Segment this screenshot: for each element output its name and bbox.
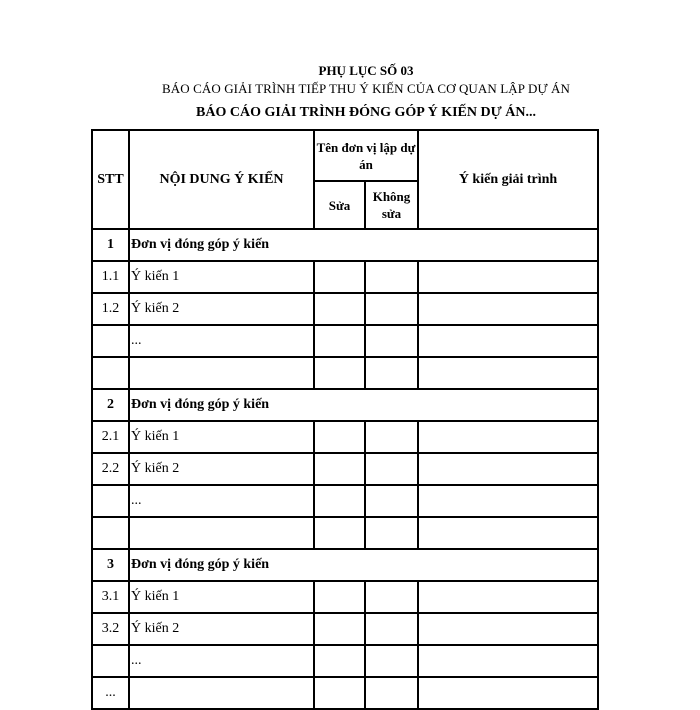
table-row	[92, 325, 598, 357]
table-row	[92, 261, 598, 293]
row-stt: 1	[92, 229, 129, 261]
row-stt: 3.1	[92, 581, 129, 613]
row-fix-cell	[314, 261, 365, 293]
row-content: Ý kiến 2	[129, 613, 314, 645]
row-content	[129, 677, 314, 709]
report-title: BÁO CÁO GIẢI TRÌNH ĐÓNG GÓP Ý KIẾN DỰ ÁN...	[196, 105, 536, 120]
row-explanation-cell	[418, 261, 598, 293]
row-stt: 2	[92, 389, 129, 421]
row-no-fix-cell	[365, 485, 418, 517]
row-fix-cell	[314, 453, 365, 485]
comment-table	[91, 129, 599, 710]
row-no-fix-cell	[365, 357, 418, 389]
table-row	[92, 613, 598, 645]
row-content: Đơn vị đóng góp ý kiến	[129, 229, 598, 261]
row-content: Ý kiến 2	[129, 293, 314, 325]
row-stt: 2.2	[92, 453, 129, 485]
row-no-fix-cell	[365, 613, 418, 645]
row-content: ...	[129, 325, 314, 357]
row-stt: 1.1	[92, 261, 129, 293]
row-explanation-cell	[418, 581, 598, 613]
row-explanation-cell	[418, 485, 598, 517]
table-row	[92, 645, 598, 677]
row-content: Ý kiến 1	[129, 581, 314, 613]
row-no-fix-cell	[365, 517, 418, 549]
row-no-fix-cell	[365, 453, 418, 485]
row-content: Đơn vị đóng góp ý kiến	[129, 549, 598, 581]
row-stt	[92, 645, 129, 677]
row-content: Ý kiến 2	[129, 453, 314, 485]
header-no-fix: Không sửa	[365, 181, 418, 229]
row-content	[129, 357, 314, 389]
row-no-fix-cell	[365, 325, 418, 357]
table-row	[92, 677, 598, 709]
header-explanation: Ý kiến giải trình	[418, 130, 598, 229]
row-fix-cell	[314, 517, 365, 549]
row-content: Đơn vị đóng góp ý kiến	[129, 389, 598, 421]
row-no-fix-cell	[365, 581, 418, 613]
header-content: NỘI DUNG Ý KIẾN	[129, 130, 314, 229]
table-row	[92, 389, 598, 421]
header-fix: Sửa	[314, 181, 365, 229]
row-no-fix-cell	[365, 293, 418, 325]
row-fix-cell	[314, 645, 365, 677]
row-fix-cell	[314, 677, 365, 709]
row-content: Ý kiến 1	[129, 421, 314, 453]
header-unit: Tên đơn vị lập dự án	[314, 130, 418, 181]
row-stt: 2.1	[92, 421, 129, 453]
table-body	[92, 229, 598, 709]
row-fix-cell	[314, 325, 365, 357]
row-content: Ý kiến 1	[129, 261, 314, 293]
row-explanation-cell	[418, 293, 598, 325]
table-row	[92, 421, 598, 453]
row-fix-cell	[314, 357, 365, 389]
row-stt: ...	[92, 677, 129, 709]
row-fix-cell	[314, 613, 365, 645]
table-row	[92, 453, 598, 485]
row-stt	[92, 357, 129, 389]
row-explanation-cell	[418, 613, 598, 645]
row-stt: 3.2	[92, 613, 129, 645]
row-explanation-cell	[418, 517, 598, 549]
table-row	[92, 581, 598, 613]
table-row	[92, 517, 598, 549]
row-content	[129, 517, 314, 549]
appendix-title: PHỤ LỤC SỐ 03	[318, 63, 414, 78]
row-no-fix-cell	[365, 677, 418, 709]
row-explanation-cell	[418, 421, 598, 453]
row-no-fix-cell	[365, 421, 418, 453]
table-row	[92, 229, 598, 261]
row-stt	[92, 485, 129, 517]
row-content: ...	[129, 645, 314, 677]
row-explanation-cell	[418, 357, 598, 389]
row-explanation-cell	[418, 453, 598, 485]
report-subtitle: BÁO CÁO GIẢI TRÌNH TIẾP THU Ý KIẾN CỦA CƠ QUAN LẬP DỰ ÁN	[162, 81, 570, 96]
row-explanation-cell	[418, 645, 598, 677]
table-row	[92, 549, 598, 581]
header-stt: STT	[92, 130, 129, 229]
table-row	[92, 293, 598, 325]
row-stt	[92, 325, 129, 357]
row-explanation-cell	[418, 325, 598, 357]
row-content: ...	[129, 485, 314, 517]
table-row	[92, 357, 598, 389]
row-fix-cell	[314, 581, 365, 613]
row-explanation-cell	[418, 677, 598, 709]
row-fix-cell	[314, 485, 365, 517]
table-row	[92, 485, 598, 517]
row-stt: 1.2	[92, 293, 129, 325]
row-no-fix-cell	[365, 261, 418, 293]
row-fix-cell	[314, 293, 365, 325]
row-stt	[92, 517, 129, 549]
row-stt: 3	[92, 549, 129, 581]
row-no-fix-cell	[365, 645, 418, 677]
row-fix-cell	[314, 421, 365, 453]
